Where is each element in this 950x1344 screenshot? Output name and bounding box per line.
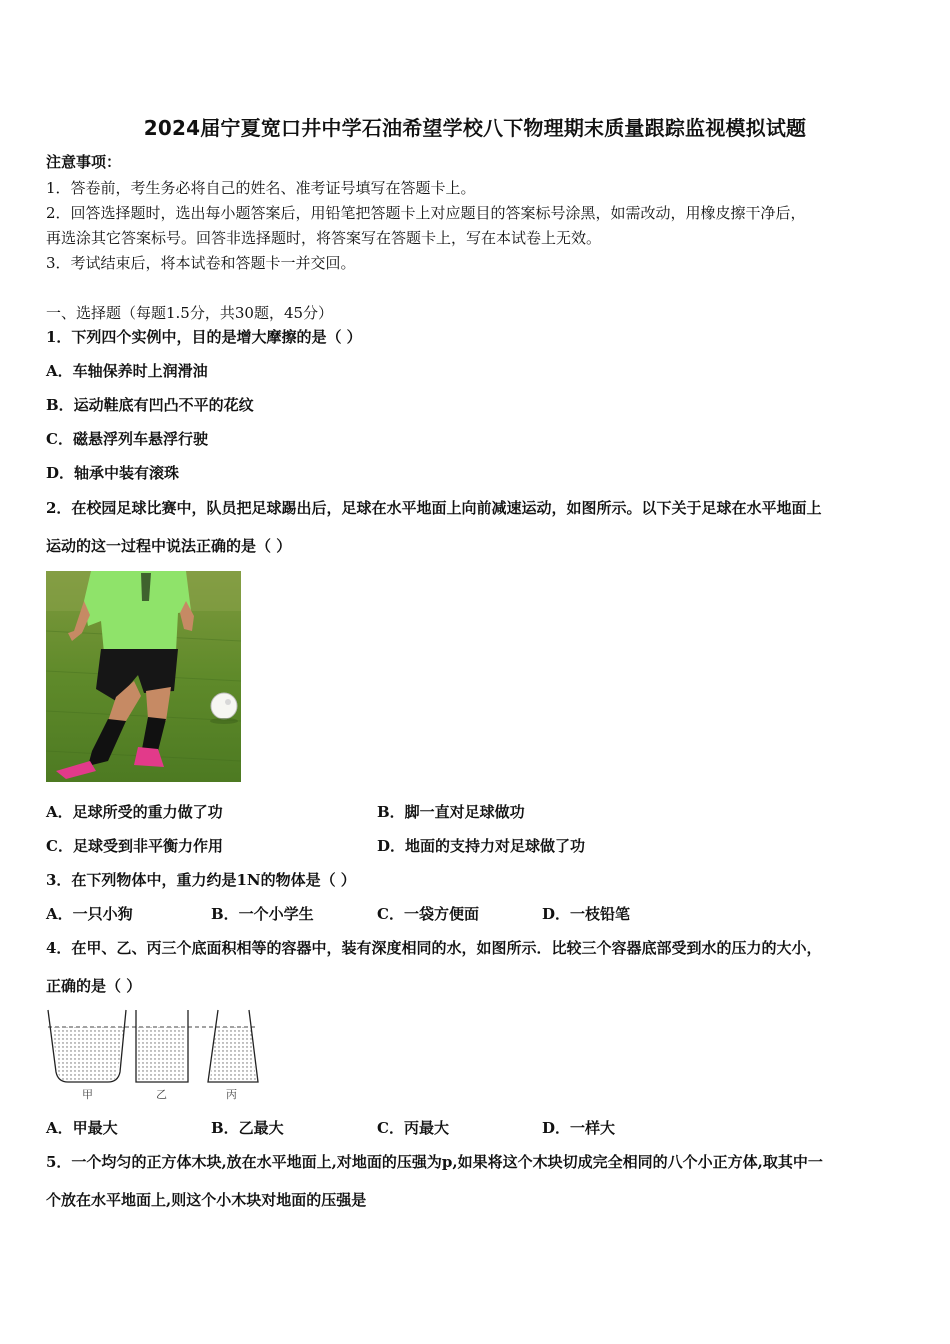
q1-option-d: D．轴承中装有滚珠 [46,464,180,482]
container-label-jia: 甲 [82,1088,93,1101]
q2-option-c: C．足球受到非平衡力作用 [46,837,223,855]
notice-heading: 注意事项： [46,153,122,171]
q4-option-b: B．乙最大 [211,1119,284,1137]
three-containers-diagram [46,1006,266,1106]
q1-option-c: C．磁悬浮列车悬浮行驶 [46,430,208,448]
question-4-stem: 4．在甲、乙、丙三个底面积相等的容器中，装有深度相同的水，如图所示．比较三个容器底部受到水的压力的大小， [46,939,822,957]
notice-item: 3．考试结束后，将本试卷和答题卡一并交回。 [46,254,356,272]
q4-option-d: D．一样大 [542,1119,616,1137]
container-label-bing: 丙 [226,1088,237,1101]
q3-option-c: C．一袋方便面 [377,905,479,923]
notice-item: 1．答卷前，考生务必将自己的姓名、准考证号填写在答题卡上。 [46,179,476,197]
q2-option-b: B．脚一直对足球做功 [377,803,525,821]
q1-option-a: A．车轴保养时上润滑油 [46,362,208,380]
section-heading: 一、选择题（每题1.5分，共30题，45分） [46,304,334,322]
q2-option-d: D．地面的支持力对足球做了功 [377,837,586,855]
question-2-stem: 2．在校园足球比赛中，队员把足球踢出后，足球在水平地面上向前减速运动，如图所示。以下关于足球在水平地面上 [46,499,822,517]
q3-option-a: A．一只小狗 [46,905,133,923]
q3-option-d: D．一枝铅笔 [542,905,631,923]
notice-item: 再选涂其它答案标号。回答非选择题时，将答案写在答题卡上，写在本试卷上无效。 [46,229,602,247]
question-5-stem-cont: 个放在水平地面上,则这个小木块对地面的压强是 [46,1191,367,1209]
question-5-stem: 5．一个均匀的正方体木块,放在水平地面上,对地面的压强为p,如果将这个木块切成完全相同的八个小正方体,取其中一 [46,1153,823,1171]
q1-option-b: B．运动鞋底有凹凸不平的花纹 [46,396,254,414]
question-3-stem: 3．在下列物体中，重力约是1N的物体是（ ） [46,871,356,889]
question-4-stem-cont: 正确的是（ ） [46,977,142,995]
notice-item: 2．回答选择题时，选出每小题答案后，用铅笔把答题卡上对应题目的答案标号涂黑，如需改动，用橡皮擦干净后， [46,204,806,222]
q4-option-a: A．甲最大 [46,1119,118,1137]
q4-option-c: C．丙最大 [377,1119,449,1137]
page-title: 2024届宁夏宽口井中学石油希望学校八下物理期末质量跟踪监视模拟试题 [143,116,807,140]
q2-option-a: A．足球所受的重力做了功 [46,803,223,821]
soccer-player-photo [46,571,241,782]
container-label-yi: 乙 [156,1088,167,1101]
question-1-stem: 1．下列四个实例中，目的是增大摩擦的是（ ） [46,328,362,346]
q3-option-b: B．一个小学生 [211,905,314,923]
question-2-stem-cont: 运动的这一过程中说法正确的是（ ） [46,537,292,555]
